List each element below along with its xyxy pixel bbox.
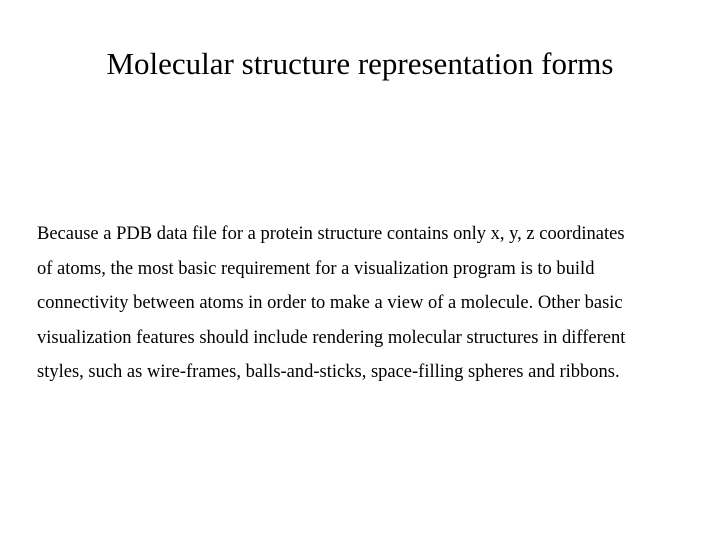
body-line: of atoms, the most basic requirement for a visualization program is to build [37,258,595,279]
body-line: Because a PDB data file for a protein structure contains only x, y, z coordinates [37,224,625,244]
body-line: styles, such as wire-frames, balls-and-sticks, space-filling spheres and ribbons. [37,362,620,382]
body-paragraph [37,217,687,390]
body-line: connectivity between atoms in order to make a view of a molecule. Other basic [37,293,623,313]
slide-title: Molecular structure representation forms [106,46,614,81]
body-line: visualization features should include rendering molecular structures in different [37,327,626,348]
